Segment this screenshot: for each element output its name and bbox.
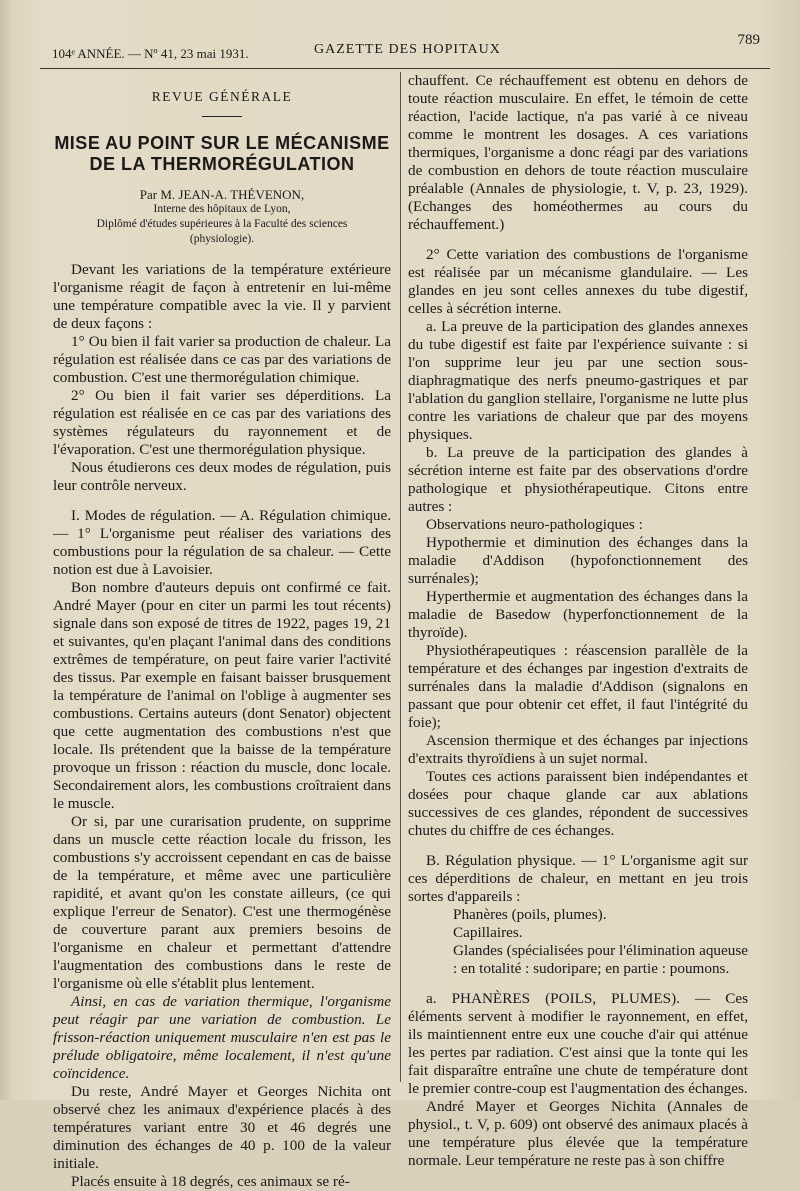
- author-block: [53, 187, 391, 247]
- title-line-1: MISE AU POINT SUR LE MÉCANISME: [54, 133, 390, 153]
- paragraph: Hypothermie et diminution des échanges dans la maladie d'Addison (hypofonctionnement des surrénales);: [408, 534, 748, 587]
- rubric-heading: REVUE GÉNÉRALE: [151, 89, 293, 104]
- column-divider: [400, 72, 401, 1082]
- paragraph: Du reste, André Mayer et Georges Nichita ont observé chez les animaux d'expérience placés à des températures variant entre 30 et 46 degrés une diminution des échanges de 40 p. 100 de la valeur initiale.: [53, 1083, 391, 1172]
- paragraph: Devant les variations de la température extérieure l'organisme réagit de façon à entretenir en lui-même une température compatible avec la vie. Il y parvient de deux façons :: [53, 261, 391, 332]
- paragraph: 2° Ou bien il fait varier ses déperditions. La régulation est réalisée en ce cas par des variations des systèmes régulateurs du rayonnement et de l'évaporation. C'est une thermorégulation physique.: [53, 387, 391, 458]
- paragraph: Physiothérapeutiques : réascension parallèle de la température et des échanges par ingestion d'extraits de surrénales dans la maladie d'Addison (signalons en passant que pour obtenir cet effet, il faut l'intégrité du foie);: [408, 642, 748, 731]
- paragraph: Ascension thermique et des échanges par injections d'extraits thyroïdiens à un sujet normal.: [408, 732, 748, 767]
- list-item: Phanères (poils, plumes).: [453, 906, 607, 923]
- author-role-2: Diplômé d'études supérieures à la Faculté des sciences: [96, 218, 348, 230]
- paragraph: Hyperthermie et augmentation des échanges dans la maladie de Basedow (hyperfonctionnement de la thyroïde).: [408, 588, 748, 641]
- running-header: [40, 32, 770, 69]
- paragraph: Bon nombre d'auteurs depuis ont confirmé ce fait. André Mayer (pour en citer un parmi les tout récents) signale dans son exposé de titres de 1922, pages 19, 21 et suivantes, qu'en plaçant l'animal dans des conditions extrêmes de température, on peut faire varier l'activité des tissus. Par exemple en faisant baisser brusquement la température de l'animal on l'oblige à augmenter ses combustions. Certains auteurs (dont Senator) objectent que cette augmentation des combustions n'est que locale. Ils prétendent que la baisse de la température provoque un frisson : réaction du muscle, donc locale. Secondairement alors, les combustions croîtraient dans le muscle.: [53, 579, 391, 812]
- section-heading: B. Régulation physique. — 1° L'organisme agit sur ces déperditions de chaleur, en mettant en jeu trois sortes d'appareils :: [408, 852, 748, 905]
- section-heading: I. Modes de régulation. — A. Régulation chimique. — 1° L'organisme peut réaliser des variations des combustions pour la régulation de sa chaleur. — Cette notion est due à Lavoisier.: [53, 507, 391, 578]
- paragraph: André Mayer et Georges Nichita (Annales de physiol., t. V, p. 609) ont observé des animaux placés à une température plus élevée que la température normale. Leur température ne reste pas à son chiffre: [408, 1098, 748, 1169]
- left-column: [53, 78, 391, 1191]
- paragraph: a. La preuve de la participation des glandes annexes du tube digestif est faite par l'expérience suivante : si l'on supprime leur jeu par une section sous-diaphragmatique des nerfs pneumo-gastriques et par l'ablation du ganglion stellaire, l'organisme ne lutte plus contre les variations de chaleur que par des moyens physiques.: [408, 318, 748, 443]
- author-role-1: Interne des hôpitaux de Lyon,: [153, 203, 291, 215]
- paragraph: Toutes ces actions paraissent bien indépendantes et dosées pour chaque glande car aux ablations successives de ces glandes, répondent de successives chutes du chiffre de ces échanges.: [408, 768, 748, 839]
- paragraph: b. La preuve de la participation des glandes à sécrétion interne est faite par des observations d'ordre pathologique et physiothérapeutique. Citons entre autres :: [408, 444, 748, 515]
- title-line-2: DE LA THERMORÉGULATION: [89, 154, 355, 174]
- right-column: [408, 72, 748, 1170]
- paragraph: Ainsi, en cas de variation thermique, l'organisme peut réagir par une variation de combustion. Le frisson-réaction uniquement musculaire n'en est pas le prélude obligatoire, même localement, il n'est qu'une coïncidence.: [53, 993, 391, 1082]
- paragraph: a. PHANÈRES (POILS, PLUMES). — Ces éléments servent à modifier le rayonnement, en effet, ils maintiennent entre eux une couche d'air qui atténue les pertes par radiation. C'est ainsi que la tonte qui les fait disparaître entraîne une chute de température dont le premier contre-coup est l'augmentation des échanges.: [408, 990, 748, 1097]
- paragraph: Nous étudierons ces deux modes de régulation, puis leur contrôle nerveux.: [53, 459, 391, 494]
- paragraph: Observations neuro-pathologiques :: [426, 516, 643, 533]
- rubric-rule: [202, 116, 242, 117]
- paragraph: 2° Cette variation des combustions de l'organisme est réalisée par un mécanisme glandulaire. — Les glandes en jeu sont celles annexes du tube digestif, celles à sécrétion interne.: [408, 246, 748, 317]
- article-title: [53, 133, 391, 175]
- page-number: 789: [737, 32, 760, 48]
- issue-info: 104ᵉ ANNÉE. — Nº 41, 23 mai 1931.: [52, 46, 249, 61]
- paragraph: chauffent. Ce réchauffement est obtenu en dehors de toute réaction musculaire. En effet, le témoin de cette réaction, l'acide lactique, n'a pas varié à ce niveau comme le montrent les dosages. A ces variations thermiques, l'organisme a donc réagi par des variations de combustion en dehors de toute réaction musculaire préalable (Annales de physiologie, t. V, p. 23, 1929). (Echanges des homéothermes au cours du réchauffement.): [408, 72, 748, 233]
- author-name: Par M. JEAN-A. THÉVENON,: [139, 187, 305, 202]
- list-item: Glandes (spécialisées pour l'élimination aqueuse : en totalité : sudoripare; en partie : poumons.: [453, 942, 748, 977]
- paragraph: Or si, par une curarisation prudente, on supprime dans un muscle cette réaction locale du frisson, les combustions s'y accroissent cependant en cas de baisse de la température, et même avec une particulière rapidité, et avant qu'on les constate ailleurs, (ce qui explique l'erreur de Senator). C'est une thermogénèse de couverture parant aux premiers besoins de l'organisme en chaleur et permettant d'attendre l'augmentation des combustions dans le reste de l'organisme où elle s'établit plus lentement.: [53, 813, 391, 992]
- paragraph: Placés ensuite à 18 degrés, ces animaux se ré-: [71, 1173, 350, 1190]
- author-role-3: (physiologie).: [189, 233, 255, 245]
- appareils-list: [453, 906, 748, 978]
- list-item: Capillaires.: [453, 924, 523, 941]
- paragraph: 1° Ou bien il fait varier sa production de chaleur. La régulation est réalisée dans ce cas par des variations de combustion. C'est une thermorégulation chimique.: [53, 333, 391, 386]
- journal-title: GAZETTE DES HOPITAUX: [314, 42, 501, 57]
